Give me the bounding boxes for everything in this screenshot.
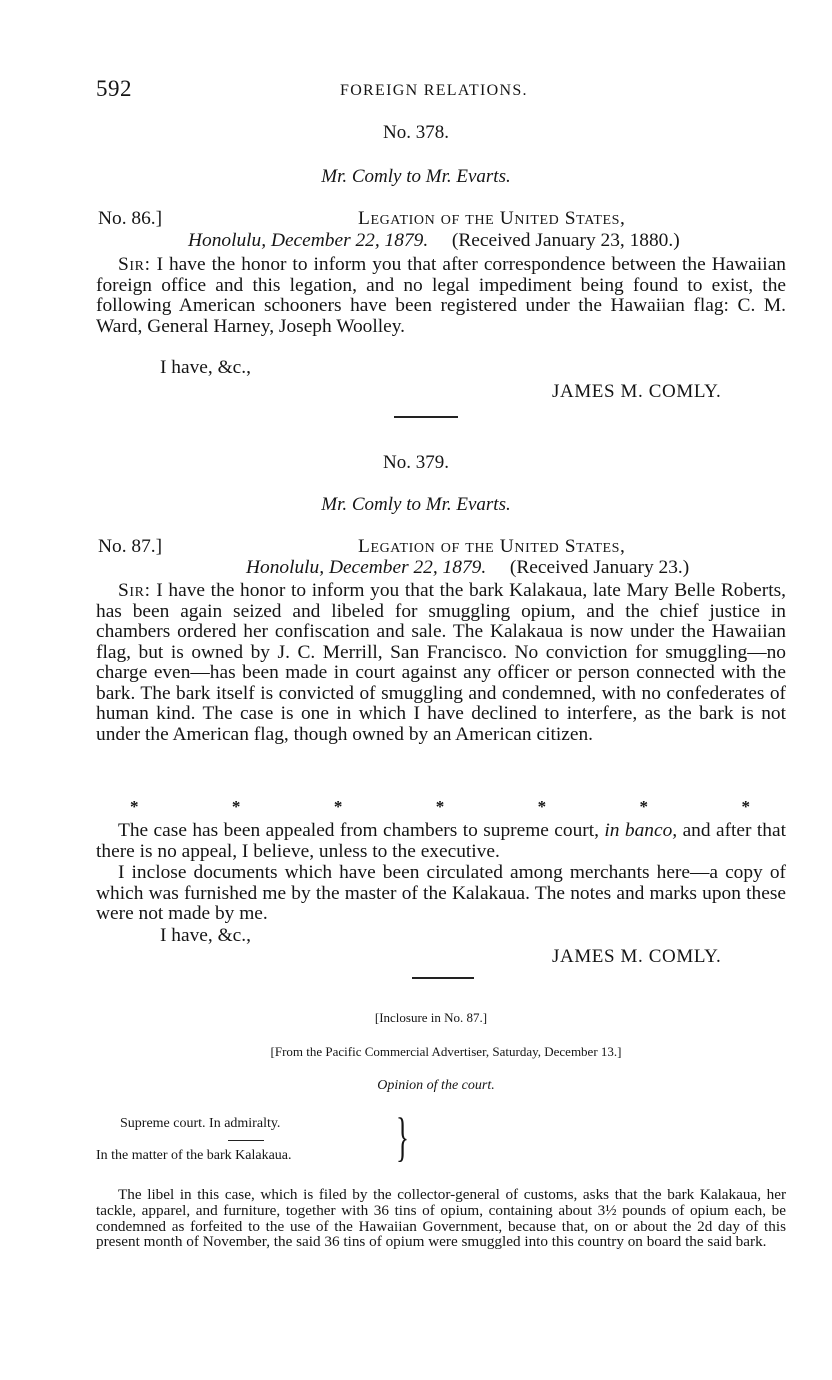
opinion-title: Opinion of the court. <box>377 1078 495 1093</box>
star: * <box>231 797 241 816</box>
letter-1-closing: I have, &c., <box>160 357 251 378</box>
letter-2-paragraph-2 <box>96 821 786 862</box>
letter-1-subtitle: Mr. Comly to Mr. Evarts. <box>321 166 511 187</box>
inclosure-label: [Inclosure in No. 87.] <box>374 1010 488 1025</box>
letter-1-signature: JAMES M. COMLY. <box>552 381 722 402</box>
letter-2-paragraph-3: I inclose documents which have been circulated among merchants here—a copy of which was furnished me by the master of the Kalakaua. The notes and marks upon these were not made by me. <box>96 862 786 924</box>
letter-2-para2-start: The case has been appealed from chambers to supreme court, <box>118 820 599 841</box>
letter-2-number: No. 379. <box>383 452 449 473</box>
letter-2-closing: I have, &c., <box>160 925 251 946</box>
letter-2-salutation: Sir: <box>118 580 151 601</box>
brace: } <box>396 1107 409 1167</box>
letter-1-salutation: Sir: <box>118 254 151 275</box>
letter-2-received: (Received January 23.) <box>509 557 690 578</box>
letter-1-dispatch-number: No. 86.] <box>98 208 163 229</box>
letter-1-dateline <box>188 231 680 252</box>
letter-1-body <box>96 255 786 337</box>
running-title: FOREIGN RELATIONS. <box>340 82 528 99</box>
letter-2-legation: Legation of the United States, <box>358 536 626 557</box>
inclosure-body: The libel in this case, which is filed by the collector-general of customs, asks that the bark Kalakaua, her tackle, apparel, and furniture, together with 36 tins of opium, containing about 3½ pounds of opium each, be condemned as forfeited to the use of the Hawaiian Government, because that, on or about the 2d day of this present month of November, the said 36 tins of opium were smuggled into this country on board the said bark. <box>96 1186 786 1251</box>
matter-heading: In the matter of the bark Kalakaua. <box>96 1148 292 1163</box>
letter-2-signature: JAMES M. COMLY. <box>552 946 722 967</box>
court-divider <box>228 1140 264 1141</box>
letter-2-body-text: I have the honor to inform you that the bark Kalakaua, late Mary Belle Roberts, has been again seized and libeled for smuggling opium, and the chief justice in chambers ordered her confiscation and sale. The Kalakaua is now under the Hawaiian flag, but is owned by J. C. Merrill, San Francisco. No conviction for smuggling—no charge even—has been made in court against any officer or person connected with the bark. The bark itself is convicted of smuggling and condemned, with no confederates of human kind. The case is one in which I have declined to interfere, as the bark is not under the American flag, though owned by an American citizen. <box>96 580 786 745</box>
star: * <box>741 797 750 816</box>
letter-1-number: No. 378. <box>383 122 449 143</box>
star: * <box>537 797 547 816</box>
star: * <box>333 797 343 816</box>
inclosure-source: [From the Pacific Commercial Advertiser, Saturday, December 13.] <box>270 1044 622 1059</box>
letter-2-para2-end: and after that there is no appeal, I believe, unless to the executive. <box>96 820 786 862</box>
star: * <box>130 797 139 816</box>
letter-2-body <box>96 581 786 745</box>
star: * <box>639 797 649 816</box>
letter-2-para2-italic: in banco, <box>604 820 678 841</box>
letter-1-legation: Legation of the United States, <box>358 208 626 229</box>
court-heading: Supreme court. In admiralty. <box>120 1116 281 1131</box>
star: * <box>435 797 445 816</box>
letter-2-place-date: Honolulu, December 22, 1879. <box>246 557 487 578</box>
page-number: 592 <box>96 76 132 101</box>
letter-2-dispatch-number: No. 87.] <box>98 536 163 557</box>
letter-1-body-text: I have the honor to inform you that after correspondence between the Hawaiian foreign office and this legation, and no legal impediment being found to exist, the following American schooners have been registered under the Hawaiian flag: C. M. Ward, General Harney, Joseph Woolley. <box>96 254 786 337</box>
ellipsis-stars <box>130 797 750 817</box>
letter-2-dateline <box>246 558 689 579</box>
separator-rule-2 <box>412 977 474 979</box>
separator-rule-1 <box>394 416 458 418</box>
letter-1-received: (Received January 23, 1880.) <box>451 230 680 251</box>
letter-1-place-date: Honolulu, December 22, 1879. <box>188 230 429 251</box>
letter-2-subtitle: Mr. Comly to Mr. Evarts. <box>321 494 511 515</box>
